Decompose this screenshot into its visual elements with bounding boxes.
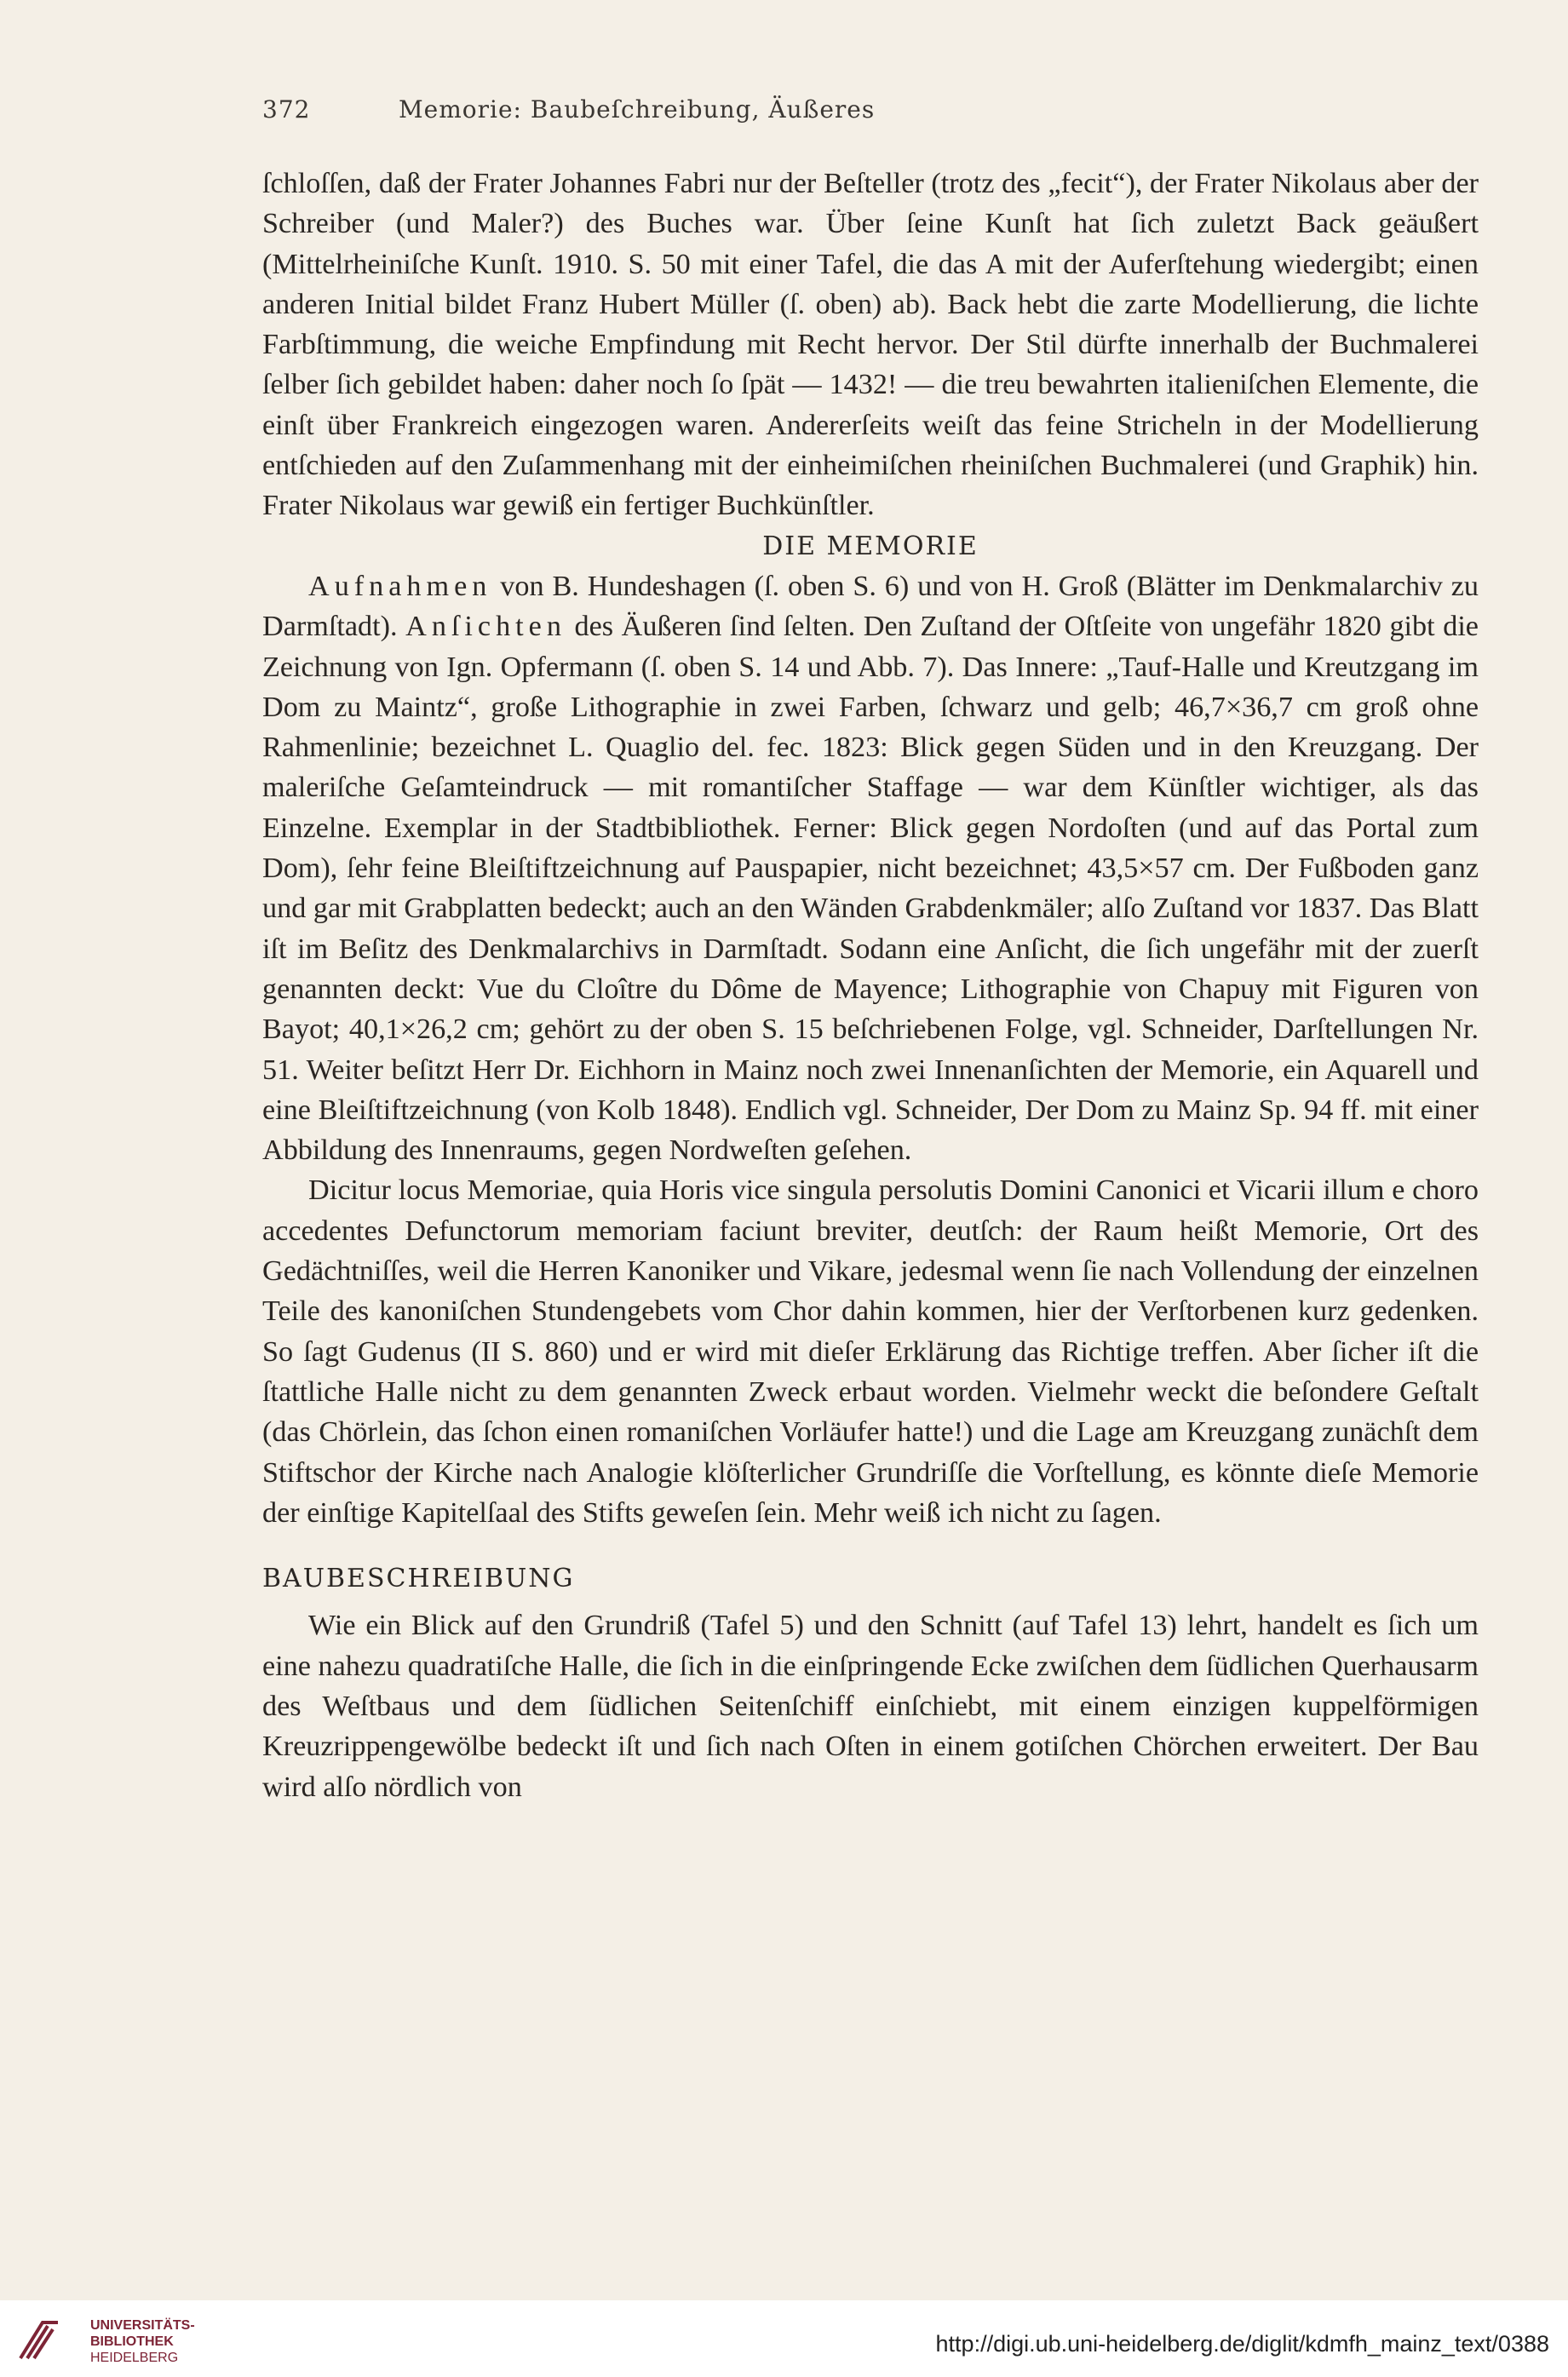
library-name <box>90 2317 195 2366</box>
section-heading-memorie: DIE MEMORIE <box>762 531 979 561</box>
paragraph-2-part-b: des Äußeren ſind ſelten. Den Zuſtand der Oſtſeite von ungefähr 1820 gibt die Zeichnung von Ign. Opfermann (ſ. oben S. 14 und Abb. 7). Das Innere: „Tauf-Halle und Kreutzgang im Dom zu Maintz“, große Lithographie in zwei Farben, ſchwarz und gelb; 46,7×36,7 cm groß ohne Rahmenlinie; bezeichnet L. Quaglio del. fec. 1823: Blick gegen Süden und in den Kreuzgang. Der maleriſche Geſamteindruck — mit romantiſcher Staffage — war dem Künſtler wichtiger, als das Einzelne. Exemplar in der Stadtbibliothek. Ferner: Blick gegen Nordoſten (und auf das Portal zum Dom), ſehr feine Bleiſtiftzeichnung auf Pauspapier, nicht bezeichnet; 43,5×57 cm. Der Fußboden ganz und gar mit Grabplatten bedeckt; auch an den Wänden Grabdenkmäler; alſo Zuſtand vor 1837. Das Blatt iſt im Beſitz des Denkmalarchivs in Darmſtadt. Sodann eine Anſicht, die ſich ungefähr mit der zuerſt genannten deckt: Vue du Cloître du Dôme de Mayence; Lithographie von Chapuy mit Figuren von Bayot; 40,1×26,2 cm; gehört zu der oben S. 15 beſchriebenen Folge, vgl. Schneider, Darſtellungen Nr. 51. Weiter beſitzt Herr Dr. Eichhorn in Mainz noch zwei Innenanſichten der Memorie, ein Aquarell und eine Bleiſtiftzeichnung (von Kolb 1848). Endlich vgl. Schneider, Der Dom zu Mainz Sp. 94 ff. mit einer Abbildung des Innenraums, gegen Nordweſten geſehen. <box>262 611 1479 1167</box>
paragraph-2-part-a: von B. Hundeshagen (ſ. oben S. 6) und von H. Groß (Blätter im Denkmalarchiv zu Darmſtadt). <box>262 570 1479 643</box>
paragraph-2 <box>262 566 1479 1170</box>
section-heading-baubeschreibung: BAUBESCHREIBUNG <box>262 1564 575 1594</box>
lead-word-ansichten: Anſichten <box>405 611 566 643</box>
lead-word-aufnahmen: Aufnahmen <box>308 570 492 602</box>
library-name-line1: UNIVERSITÄTS- <box>90 2318 195 2333</box>
source-url-link[interactable]: http://digi.ub.uni-heidelberg.de/diglit/kdmfh_mainz_text/0388 <box>935 2331 1549 2357</box>
library-name-line2: BIBLIOTHEK <box>90 2334 174 2349</box>
footer-bar <box>0 2300 1568 2377</box>
paragraph-4: Wie ein Blick auf den Grundriß (Tafel 5) und den Schnitt (auf Tafel 13) lehrt, handelt es ſich um eine nahezu quadratiſche Halle, die ſich in die einſpringende Ecke zwiſchen dem ſüdlichen Querhausarm des Weſtbaus und dem ſüdlichen Seitenſchiff einſchiebt, mit einem einzigen kuppelförmigen Kreuzrippengewölbe bedeckt iſt und ſich nach Oſten in einem gotiſchen Chörchen erweitert. Der Bau wird alſo nördlich von <box>262 1610 1479 1803</box>
paragraph-3: Dicitur locus Memoriae, quia Horis vice singula persolutis Domini Canonici et Vicarii illum e choro accedentes Defunctorum memoriam faciunt breviter, deutſch: der Raum heißt Memorie, Ort des Gedächtniſſes, weil die Herren Kanoniker und Vikare, jedesmal wenn ſie nach Vollendung der einzelnen Teile des kanoniſchen Stundengebets vom Chor dahin kommen, hier der Verſtorbenen kurz gedenken. So ſagt Gudenus (II S. 860) und er wird mit dieſer Erklärung das Richtige treffen. Aber ſicher iſt die ſtattliche Halle nicht zu dem genannten Zweck erbaut worden. Vielmehr weckt die beſondere Geſtalt (das Chörlein, das ſchon einen romaniſchen Vorläufer hatte!) und die Lage am Kreuzgang zunächſt dem Stiftschor der Kirche nach Analogie klöſterlicher Grundriſſe die Vorſtellung, es könnte dieſe Memorie der einſtige Kapitelſaal des Stifts geweſen ſein. Mehr weiß ich nicht zu ſagen. <box>262 1174 1479 1529</box>
text-body <box>262 164 1479 1807</box>
library-logo-icon <box>17 2314 63 2362</box>
paragraph-1: ſchloſſen, daß der Frater Johannes Fabri nur der Beſteller (trotz des „fecit“), der Frater Nikolaus aber der Schreiber (und Maler?) des Buches war. Über ſeine Kunſt hat ſich zuletzt Back geäußert (Mittelrheiniſche Kunſt. 1910. S. 50 mit einer Tafel, die das A mit der Auferſtehung wiedergibt; einen anderen Initial bildet Franz Hubert Müller (ſ. oben) ab). Back hebt die zarte Modellierung, die lichte Farbſtimmung, die weiche Empfindung mit Recht hervor. Der Stil dürfte innerhalb der Buchmalerei ſelber ſich gebildet haben: daher noch ſo ſpät — 1432! — die treu bewahrten italieniſchen Elemente, die einſt über Frankreich eingezogen waren. Andererſeits weiſt das feine Stricheln in der Modellierung entſchieden auf den Zuſammenhang mit der einheimiſchen rheiniſchen Buchmalerei (und Graphik) hin. Frater Nikolaus war gewiß ein fertiger Buchkünſtler. <box>262 168 1479 522</box>
running-title: Memorie: Baubeſchreibung, Äußeres <box>399 95 876 123</box>
page-number: 372 <box>262 95 311 123</box>
running-header <box>262 95 1483 123</box>
library-name-line3: HEIDELBERG <box>90 2351 179 2365</box>
